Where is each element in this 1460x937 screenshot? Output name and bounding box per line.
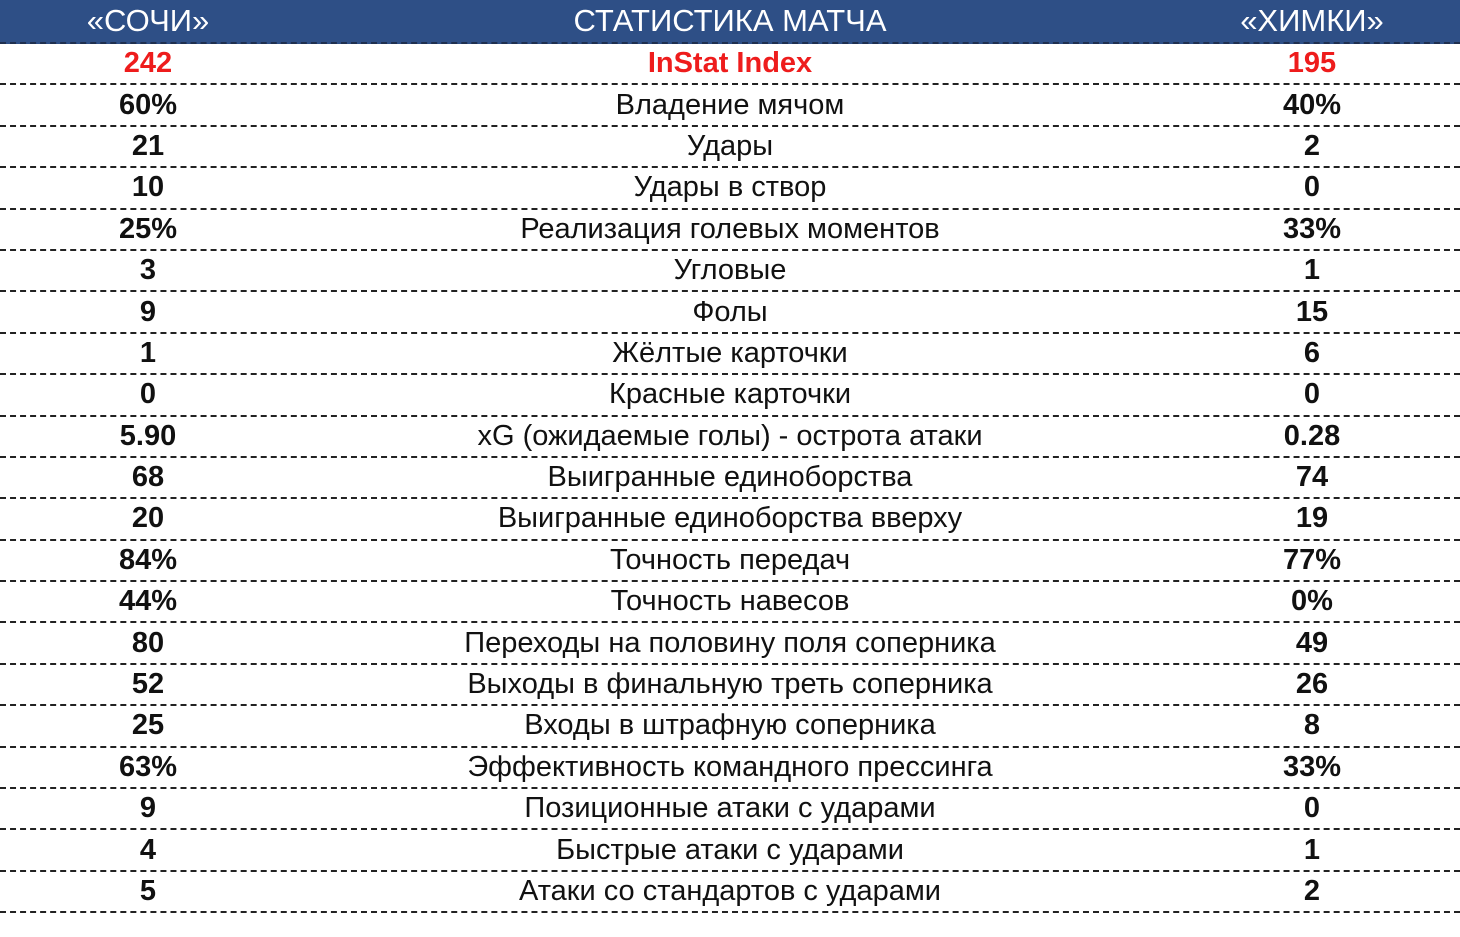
away-value: 0 [1303, 378, 1321, 411]
home-team-name: «СОЧИ» [86, 3, 210, 38]
away-value: 6 [1303, 336, 1321, 369]
table-row [0, 541, 1460, 582]
away-value: 15 [1295, 295, 1329, 328]
home-value: 25 [131, 709, 165, 742]
stat-label: Выходы в финальную треть соперника [467, 668, 993, 701]
table-row [0, 499, 1460, 540]
home-value: 10 [131, 171, 165, 204]
away-value: 33% [1282, 750, 1342, 783]
table-row [0, 375, 1460, 416]
table-title: СТАТИСТИКА МАТЧА [573, 3, 887, 38]
table-row [0, 748, 1460, 789]
table-row [0, 582, 1460, 623]
home-value: 63% [118, 750, 178, 783]
table-row [0, 127, 1460, 168]
home-value: 20 [131, 502, 165, 535]
table-row [0, 872, 1460, 913]
home-value: 0 [139, 378, 157, 411]
away-value: 40% [1282, 88, 1342, 121]
away-value: 0 [1303, 171, 1321, 204]
away-value: 26 [1295, 668, 1329, 701]
away-value: 19 [1295, 502, 1329, 535]
table-row [0, 665, 1460, 706]
away-value: 33% [1282, 212, 1342, 245]
stat-label: Входы в штрафную соперника [524, 709, 936, 742]
home-value: 1 [139, 336, 157, 369]
home-value: 84% [118, 543, 178, 576]
home-value: 5.90 [119, 419, 177, 452]
table-row [0, 458, 1460, 499]
table-row [0, 168, 1460, 209]
home-value: 242 [123, 47, 173, 80]
stat-label: Жёлтые карточки [612, 336, 848, 369]
stat-label: Выигранные единоборства вверху [497, 502, 963, 535]
stat-label: Эффективность командного прессинга [467, 750, 993, 783]
away-value: 74 [1295, 461, 1329, 494]
stat-label: Удары [686, 129, 774, 162]
stats-rows [0, 44, 1460, 913]
away-value: 1 [1303, 254, 1321, 287]
stat-label: xG (ожидаемые голы) - острота атаки [477, 419, 983, 452]
home-value: 3 [139, 254, 157, 287]
table-row [0, 210, 1460, 251]
table-row [0, 789, 1460, 830]
away-value: 0 [1303, 792, 1321, 825]
table-row [0, 292, 1460, 333]
home-value: 5 [139, 875, 157, 907]
home-value: 9 [139, 295, 157, 328]
home-value: 21 [131, 129, 165, 162]
stat-label: Точность передач [609, 543, 851, 576]
stat-label: Атаки со стандартов с ударами [519, 875, 941, 907]
stat-label: Реализация голевых моментов [520, 212, 940, 245]
home-value: 60% [118, 88, 178, 121]
table-row [0, 251, 1460, 292]
stat-label: Фолы [692, 295, 768, 328]
away-value: 49 [1295, 626, 1329, 659]
away-value: 0% [1291, 585, 1333, 618]
stat-label: Выигранные единоборства [547, 461, 913, 494]
away-value: 8 [1303, 709, 1321, 742]
home-value: 80 [131, 626, 165, 659]
home-value: 52 [131, 668, 165, 701]
away-value: 195 [1287, 47, 1337, 80]
stat-label: Точность навесов [610, 585, 850, 618]
home-value: 4 [139, 833, 157, 866]
table-row [0, 417, 1460, 458]
table-row [0, 334, 1460, 375]
stat-label: Быстрые атаки с ударами [556, 833, 904, 866]
home-value: 68 [131, 461, 165, 494]
stat-label: InStat Index [647, 47, 813, 80]
away-value: 2 [1303, 875, 1321, 907]
table-row [0, 706, 1460, 747]
away-value: 2 [1303, 129, 1321, 162]
away-value: 1 [1303, 833, 1321, 866]
table-header [0, 0, 1460, 44]
away-value: 0.28 [1283, 419, 1341, 452]
home-value: 25% [118, 212, 178, 245]
stat-label: Переходы на половину поля соперника [464, 626, 996, 659]
table-row [0, 44, 1460, 85]
away-value: 77% [1282, 543, 1342, 576]
away-team-name: «ХИМКИ» [1240, 3, 1384, 38]
stat-label: Владение мячом [615, 88, 845, 121]
stat-label: Позиционные атаки с ударами [524, 792, 936, 825]
table-row [0, 830, 1460, 871]
stat-label: Красные карточки [608, 378, 852, 411]
home-value: 44% [118, 585, 178, 618]
home-value: 9 [139, 792, 157, 825]
stat-label: Угловые [673, 254, 787, 287]
table-row [0, 623, 1460, 664]
table-row [0, 85, 1460, 126]
stat-label: Удары в створ [633, 171, 827, 204]
